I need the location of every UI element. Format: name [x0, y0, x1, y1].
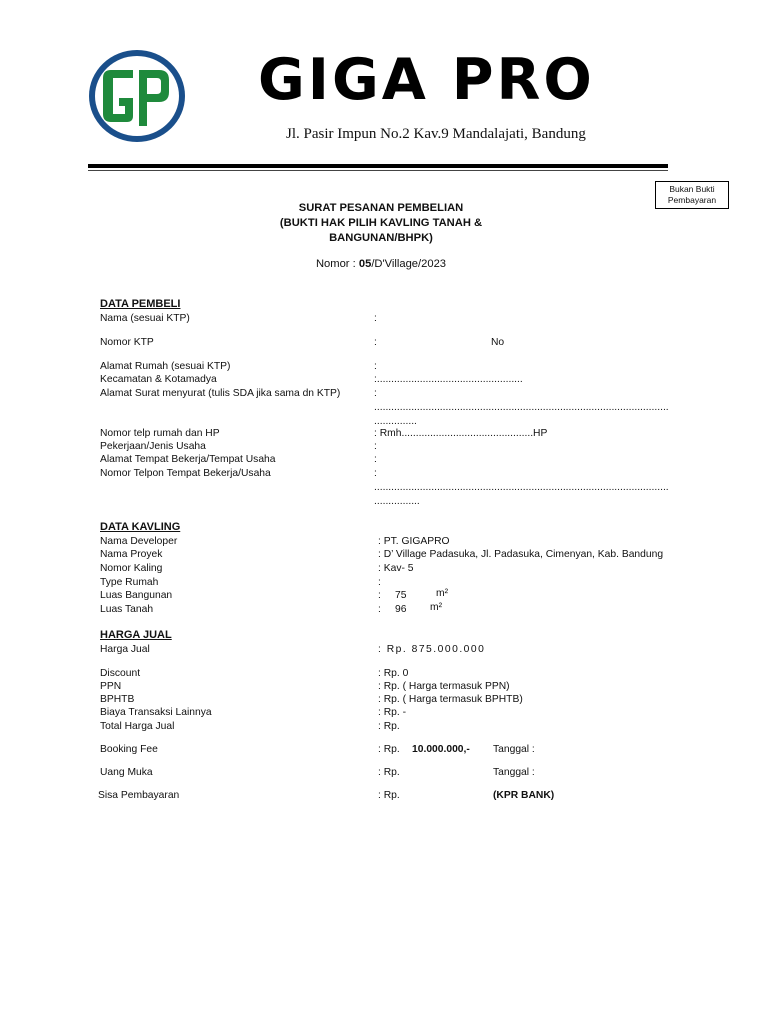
value-uang-muka: : Rp. — [378, 767, 400, 778]
document-subtitle-2: BANGUNAN/BHPK) — [329, 232, 433, 244]
colon-nama: : — [374, 313, 377, 324]
value-bphtb: : Rp. ( Harga termasuk BPHTB) — [378, 694, 523, 705]
label-alamat-kerja: Alamat Tempat Bekerja/Tempat Usaha — [100, 454, 276, 465]
colon-alamat: : — [374, 361, 377, 372]
kpr-bank-label: (KPR BANK) — [493, 790, 555, 801]
value-proyek: : D’ Village Padasuka, Jl. Padasuka, Cimenyan, Kab. Bandung — [378, 549, 664, 560]
value-luas-bangunan: 75 — [395, 590, 407, 601]
label-kecamatan: Kecamatan & Kotamadya — [100, 374, 217, 385]
label-luas-bangunan: Luas Bangunan — [100, 590, 173, 601]
document-number — [181, 258, 581, 270]
label-biaya-lain: Biaya Transaksi Lainnya — [100, 707, 212, 718]
surat-dots-1: ....................................................................................................... — [374, 402, 669, 413]
value-total-harga: : Rp. — [378, 721, 400, 732]
value-booking-amount: 10.000.000,- — [412, 744, 470, 755]
value-discount: : Rp. 0 — [378, 668, 409, 679]
colon-surat: : — [374, 388, 377, 399]
colon-pekerjaan: : — [374, 441, 377, 452]
colon-bangunan: : — [378, 590, 381, 601]
value-kaling: : Kav- 5 — [378, 563, 414, 574]
nomor-number: 05 — [358, 258, 372, 270]
colon-ktp: : — [374, 337, 377, 348]
label-bphtb: BPHTB — [100, 694, 135, 705]
value-sisa: : Rp. — [378, 790, 400, 801]
colon-type: : — [378, 577, 381, 588]
label-kaling: Nomor Kaling — [100, 563, 163, 574]
label-discount: Discount — [100, 668, 141, 679]
label-nomor-ktp: Nomor KTP — [100, 337, 154, 348]
label-nama: Nama (sesuai KTP) — [100, 313, 190, 324]
unit-tanah: m² — [430, 602, 443, 613]
label-developer: Nama Developer — [100, 536, 178, 547]
kerja-dots-1: ....................................................................................................... — [374, 482, 669, 493]
colon-tanah: : — [378, 604, 381, 615]
value-developer: : PT. GIGAPRO — [378, 536, 450, 547]
label-booking-fee: Booking Fee — [100, 744, 158, 755]
value-biaya-lain: : Rp. - — [378, 707, 407, 718]
surat-dots-2: ............... — [374, 416, 417, 427]
label-total-harga: Total Harga Jual — [100, 721, 175, 732]
value-kecamatan: :................................................... — [374, 374, 523, 385]
header-divider-thin — [88, 170, 668, 171]
stamp-line-2: Pembayaran — [667, 195, 717, 205]
document-subtitle-1: (BUKTI HAK PILIH KAVLING TANAH & — [279, 217, 483, 229]
label-alamat-surat: Alamat Surat menyurat (tulis SDA jika sama dn KTP) — [100, 388, 341, 399]
document-title: SURAT PESANAN PEMBELIAN — [298, 202, 464, 214]
nomor-prefix: Nomor : — [315, 258, 359, 270]
section-harga-jual: HARGA JUAL — [100, 629, 172, 641]
colon-alamat-kerja: : — [374, 454, 377, 465]
value-harga-jual: : Rp. 875.000.000 — [378, 644, 486, 655]
company-name: GIGA PRO — [258, 47, 595, 113]
label-telp-kerja: Nomor Telpon Tempat Bekerja/Usaha — [100, 468, 271, 479]
label-alamat-rumah: Alamat Rumah (sesuai KTP) — [100, 361, 231, 372]
label-harga-jual: Harga Jual — [100, 644, 150, 655]
not-payment-proof-box — [655, 181, 729, 209]
value-booking-prefix: : Rp. — [378, 744, 400, 755]
ktp-no-label: No — [491, 337, 505, 348]
value-ppn: : Rp. ( Harga termasuk PPN) — [378, 681, 510, 692]
stamp-line-1: Bukan Bukti — [669, 184, 715, 194]
label-ppn: PPN — [100, 681, 122, 692]
nomor-suffix: /D'Village/2023 — [371, 258, 447, 270]
value-telp: : Rmh..............................................HP — [374, 428, 548, 439]
value-luas-tanah: 96 — [395, 604, 407, 615]
company-address: Jl. Pasir Impun No.2 Kav.9 Mandalajati, Bandung — [286, 126, 586, 142]
label-telp: Nomor telp rumah dan HP — [100, 428, 220, 439]
uang-muka-tanggal: Tanggal : — [493, 767, 535, 778]
label-type-rumah: Type Rumah — [100, 577, 159, 588]
section-data-pembeli: DATA PEMBELI — [100, 298, 181, 310]
colon-telp-kerja: : — [374, 468, 377, 479]
gp-circle-logo — [87, 48, 187, 144]
unit-bangunan: m² — [436, 588, 449, 599]
section-data-kavling: DATA KAVLING — [100, 521, 181, 533]
label-pekerjaan: Pekerjaan/Jenis Usaha — [100, 441, 206, 452]
label-sisa-pembayaran: Sisa Pembayaran — [98, 790, 180, 801]
label-luas-tanah: Luas Tanah — [100, 604, 154, 615]
label-uang-muka: Uang Muka — [100, 767, 153, 778]
booking-tanggal: Tanggal : — [493, 744, 535, 755]
kerja-dots-2: ................ — [374, 496, 420, 507]
label-proyek: Nama Proyek — [100, 549, 163, 560]
header-divider — [88, 164, 668, 168]
